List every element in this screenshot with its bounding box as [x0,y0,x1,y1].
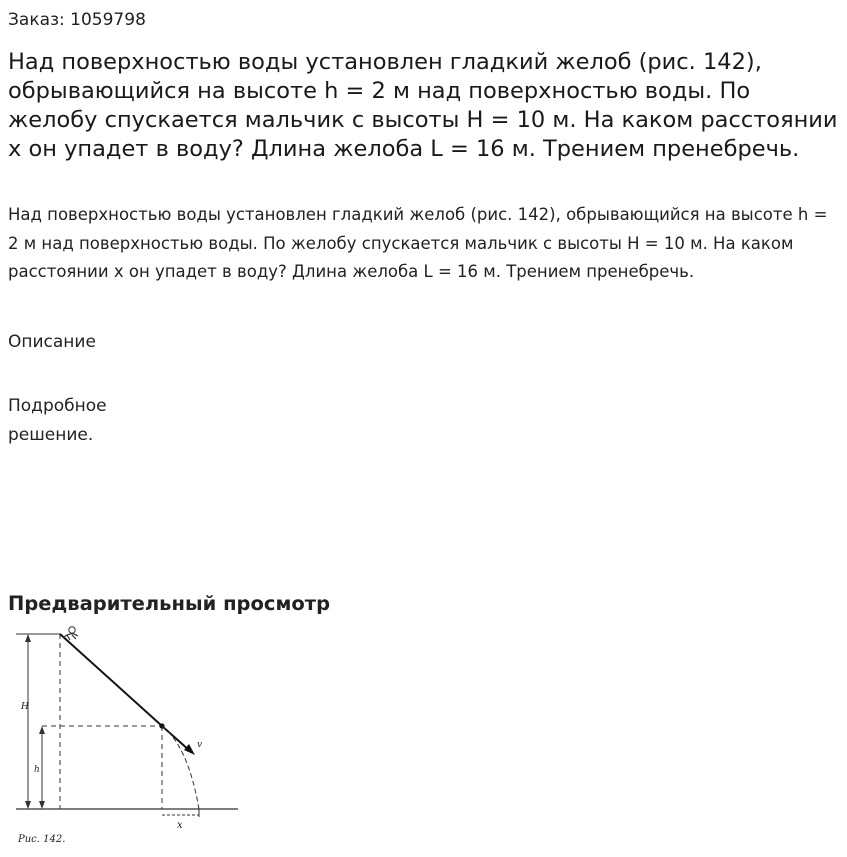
velocity-arrowhead [184,744,195,755]
h-arrow-bottom [39,801,45,809]
description-text: Подробное решение. [8,396,107,445]
trajectory-curve [162,726,199,809]
description-label: Описание [8,332,96,352]
chute-line [60,634,162,726]
preview-title: Предварительный просмотр [8,592,331,615]
order-number: Заказ: 1059798 [8,10,146,30]
label-h: h [34,765,40,775]
H-arrow-bottom [25,801,31,809]
h-arrow-top [39,726,45,734]
task-title: Над поверхностью воды установлен гладкий желоб (рис. 142), обрывающийся на высоте h = 2 м над поверхностью воды. По желобу спускается мальчик с высоты H = 10 м. На каком расстоянии x он упадет в воду? Длина желоба L = 16 м. Трением пренебречь. [8,49,838,162]
task-text: Над поверхностью воды установлен гладкий желоб (рис. 142), обрывающийся на высоте h = 2 м над поверхностью воды. По желобу спускается мальчик с высоты H = 10 м. На каком расстоянии x он упадет в воду? Длина желоба L = 16 м. Трением пренебречь. [8,205,828,282]
label-H: H [21,702,29,712]
label-v: v [197,740,203,750]
label-x: x [177,820,183,831]
figure-142 [12,624,244,850]
velocity-vector [162,726,190,751]
figure-142-drawing [12,624,244,850]
figure-caption: Рис. 142. [18,834,66,845]
H-arrow-top [25,634,31,642]
